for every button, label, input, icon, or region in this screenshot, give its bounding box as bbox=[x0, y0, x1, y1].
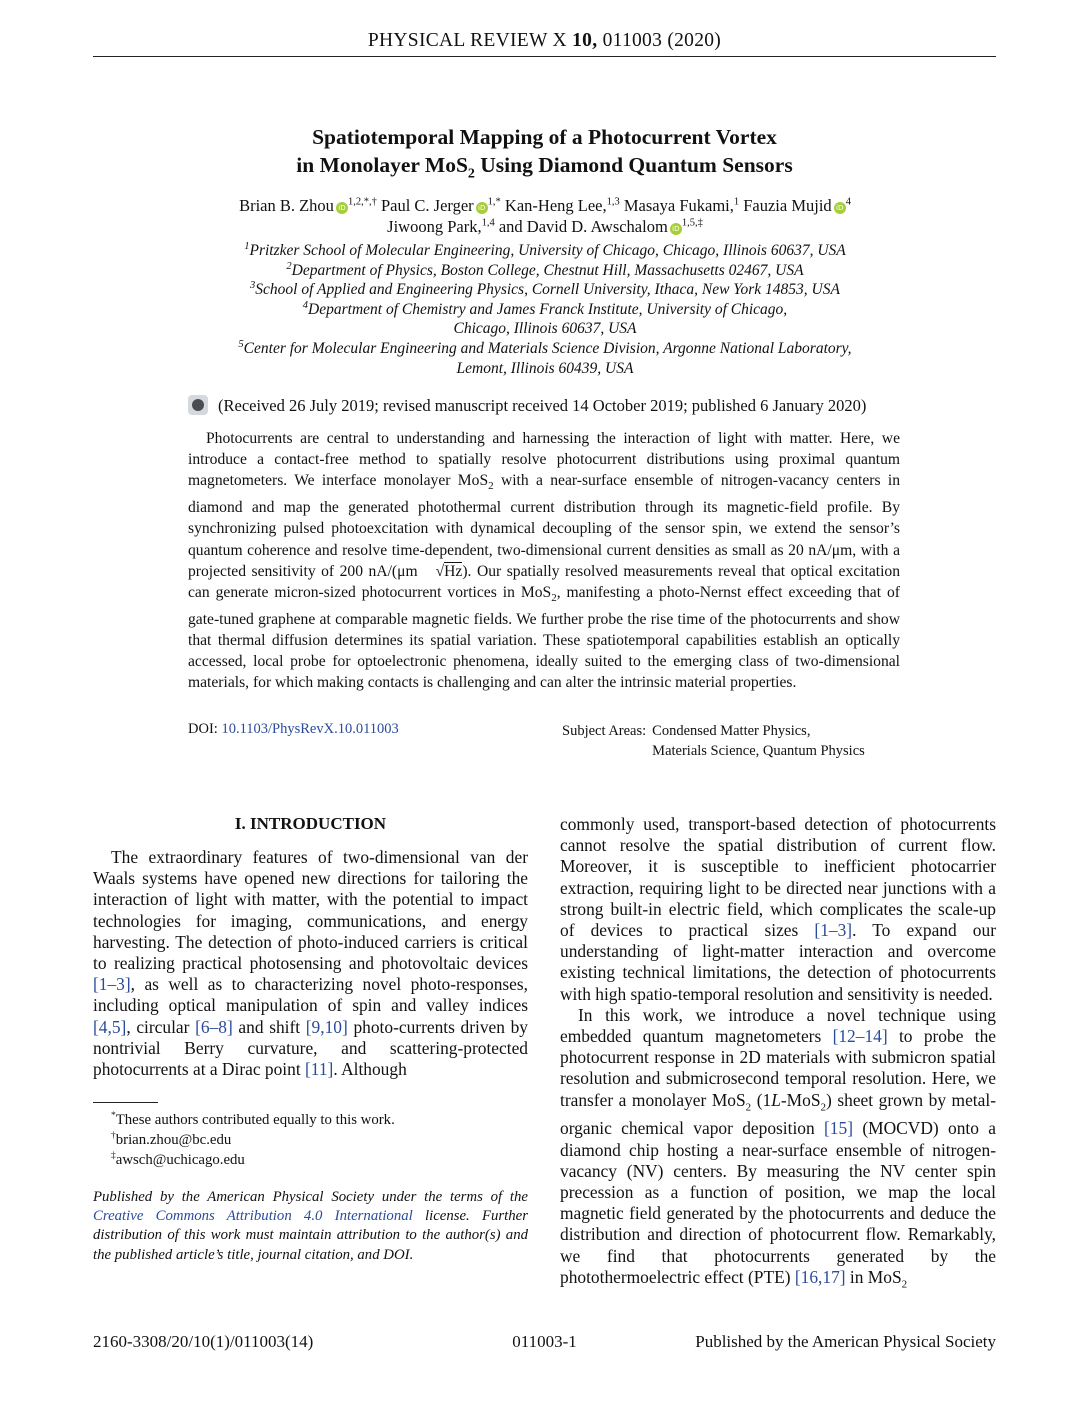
abstract: Photocurrents are central to understanding and harnessing the interaction of light with matter. Here, we introduce a contact-free method to spatially resolve photocurrent distributions using proximal quantum magnetometers. We interface monolayer MoS$_2$ with a near-surface ensemble of nitrogen-vacancy centers in diamond and map the generated photothermal current distribution through its magnetic-field profile. By synchronizing pulsed photoexcitation with dynamical decoupling of the sensor spin, we extend the sensor’s quantum coherence and resolve time-dependent, two-dimensional current densities as small as 20 nA/μm, with a projected sensitivity of 200 nA/(μm √Hz). Our spatially resolved measurements reveal that optical excitation can generate micron-sized photocurrent vortices in MoS$_2$, manifesting a photo-Nernst effect exceeding that of gate-tuned graphene at comparable magnetic fields. We further probe the rise time of the photocurrents and show that thermal diffusion determines its spatial variation. These spatiotemporal capabilities establish an optically accessed, local probe for optoelectronic phenomena, ideally suited to the emerging class of two-dimensional materials, for which making contacts is challenging and can alter the intrinsic material properties. bbox=[188, 430, 901, 692]
footnote: *These authors contributed equally to this work. bbox=[111, 1111, 395, 1128]
affiliation: $^3$School of Applied and Engineering Physics, Cornell University, Ithaca, New York 14853, USA bbox=[250, 280, 840, 299]
orcid-icon[interactable]: iD bbox=[336, 202, 348, 214]
intro-paragraph-left: The extraordinary features of two-dimensional van der Waals systems have opened new directions for tailoring the interaction of light with matter, with the potential to impact technologies for imaging, communications, and energy harvesting. The detection of photo-induced carriers is critical to realizing practical photosensing and photovoltaic devices [1–3], as well as to characterizing novel photo-responses, including optical manipulation of spin and valley indices [4,5], circular [6–8] and shift [9,10] photo-currents driven by nontrivial Berry curvature, and scattering-protected photocurrents at a Dirac point [11]. Although bbox=[93, 847, 528, 1080]
subject-areas: Subject Areas: Condensed Matter Physics, Materials Science, Quantum Physics bbox=[562, 723, 865, 759]
affiliation: $^4$Department of Chemistry and James Franck Institute, University of Chicago, bbox=[302, 299, 788, 318]
license-note: Published by the American Physical Society under the terms of the Creative Commons Attribution 4.0 International license. Further distribution of this work must maintain attribution to the author(s) and the published article’s title, journal citation, and DOI. bbox=[93, 1189, 529, 1263]
citation-link[interactable]: [15] bbox=[824, 1118, 853, 1139]
citation-link[interactable]: [1–3] bbox=[93, 974, 131, 995]
citation-link[interactable]: [1–3] bbox=[814, 920, 853, 941]
author-name: Kan-Heng Lee, bbox=[504, 196, 607, 215]
affiliation: $^5$Center for Molecular Engineering and Materials Science Division, Argonne National Laboratory, bbox=[238, 338, 852, 357]
orcid-icon[interactable]: iD bbox=[834, 202, 846, 214]
title-line-1: Spatiotemporal Mapping of a Photocurrent Vortex bbox=[312, 125, 777, 149]
title-line-2: in Monolayer MoS$_2$ Using Diamond Quantum Sensors bbox=[296, 153, 793, 182]
license-link[interactable]: Creative Commons Attribution 4.0 International bbox=[93, 1208, 413, 1225]
footer-issn: 2160-3308/20/10(1)/011003(14) bbox=[93, 1332, 314, 1351]
author-name: Jiwoong Park, bbox=[387, 217, 482, 236]
author-name[interactable]: and David D. Awschalom bbox=[498, 217, 668, 236]
citation-link[interactable]: [4,5] bbox=[93, 1016, 127, 1037]
sqrt-symbol: √Hz bbox=[435, 562, 463, 580]
section-heading: I. INTRODUCTION bbox=[234, 814, 387, 833]
footnote: ‡awsch@uchicago.edu bbox=[111, 1151, 245, 1168]
header-rule bbox=[93, 56, 996, 57]
citation-link[interactable]: [16,17] bbox=[794, 1266, 846, 1287]
author-name[interactable]: Fauzia Mujid bbox=[743, 196, 832, 215]
article-number: 011003 (2020) bbox=[602, 30, 722, 51]
citation-link[interactable]: [6–8] bbox=[195, 1016, 233, 1037]
journal-name: PHYSICAL REVIEW X bbox=[367, 30, 567, 51]
author-name[interactable]: Paul C. Jerger bbox=[380, 196, 474, 215]
author-name: Masaya Fukami, bbox=[623, 196, 734, 215]
intro-paragraph: In this work, we introduce a novel technique using embedded quantum magnetometers [12–14] to probe the photocurrent response in 2D materials with submicron spatial resolution and submicrosecond temporal resolution. Here, we transfer a monolayer MoS$_2$ (1L-MoS$_2$) sheet grown by metal-organic chemical vapor deposition [15] (MOCVD) onto a diamond chip hosting a near-surface ensemble of nitrogen-vacancy (NV) centers. By measuring the NV center spin precession as a function of position, we map the local magnetic field generated by the photocurrents and deduce the distribution and direction of photocurrent flow. Remarkably, we find that photocurrents generated by the photothermoelectric effect (PTE) [16,17] in MoS$_2$ bbox=[560, 1004, 996, 1291]
received-dates: (Received 26 July 2019; revised manuscript received 14 October 2019; published 6 January 2020) bbox=[188, 395, 900, 416]
footer-publisher: Published by the American Physical Society bbox=[695, 1332, 996, 1351]
footnote: †brian.zhou@bc.edu bbox=[111, 1131, 232, 1148]
doi-link[interactable]: 10.1103/PhysRevX.10.011003 bbox=[221, 721, 399, 737]
doi: DOI: 10.1103/PhysRevX.10.011003 bbox=[188, 721, 399, 737]
intro-paragraph: commonly used, transport-based detection of photocurrents cannot resolve the spatial distribution of current flow. Moreover, it is susceptible to inefficient photocarrier extraction, requiring light to be directed near junctions with a strong built-in electric field, which complicates the scale-up of devices to practical sizes [1–3]. To expand our understanding of light-matter interaction and overcome existing technical limitations, the detection of photocurrents with high spatio-temporal resolution and sensitivity is needed. bbox=[560, 814, 996, 1004]
affiliations: $^1$Pritzker School of Molecular Engineering, University of Chicago, Chicago, Illinois 60637, USA $^2$Department of Physics, Boston College, Chestnut Hill, Massachusetts 02467, USA $^3$School of Applied and Engineering Physics, Cornell University, Ithaca, New York 14853, USA $^4$Department of Chemistry and James Franck Institute, University of Chicago, Chicago, Illinois 60637, USA $^5$Center for Molecular Engineering and Materials Science Division, Argonne National Laboratory, Lemont, Illinois 60439, USA bbox=[130, 241, 960, 378]
paper-title bbox=[93, 123, 996, 188]
page-number: 011003-1 bbox=[512, 1332, 577, 1351]
footnotes bbox=[93, 1110, 395, 1170]
footnote-rule bbox=[93, 1102, 158, 1103]
orcid-icon[interactable]: iD bbox=[476, 202, 488, 214]
citation-link[interactable]: [9,10] bbox=[305, 1016, 348, 1037]
author-name[interactable]: Brian B. Zhou bbox=[239, 196, 334, 215]
citation-link[interactable]: [12–14] bbox=[832, 1026, 888, 1047]
check-for-updates-icon[interactable] bbox=[188, 395, 208, 415]
affiliation: $^2$Department of Physics, Boston College, Chestnut Hill, Massachusetts 02467, USA bbox=[286, 260, 804, 279]
running-header bbox=[93, 30, 996, 52]
intro-column-right bbox=[560, 814, 996, 1295]
affiliation: $^1$Pritzker School of Molecular Engineering, University of Chicago, Chicago, Illinois 60637, USA bbox=[244, 240, 846, 259]
journal-volume: 10, bbox=[572, 30, 598, 51]
orcid-icon[interactable]: iD bbox=[670, 223, 682, 235]
citation-link[interactable]: [11] bbox=[305, 1059, 334, 1080]
author-list: Brian B. Zhou $iD^{1,2,*,\dagger}$ Paul C. Jerger $iD^{1,*}$ Kan-Heng Lee,$^{1,3}$ Masaya Fukami,$^1$ Fauzia Mujid $iD^4$ Jiwoong Park,$^{1,4}$ and David D. Awschalom $iD^{1,5,\ddagger}$ bbox=[239, 196, 851, 236]
